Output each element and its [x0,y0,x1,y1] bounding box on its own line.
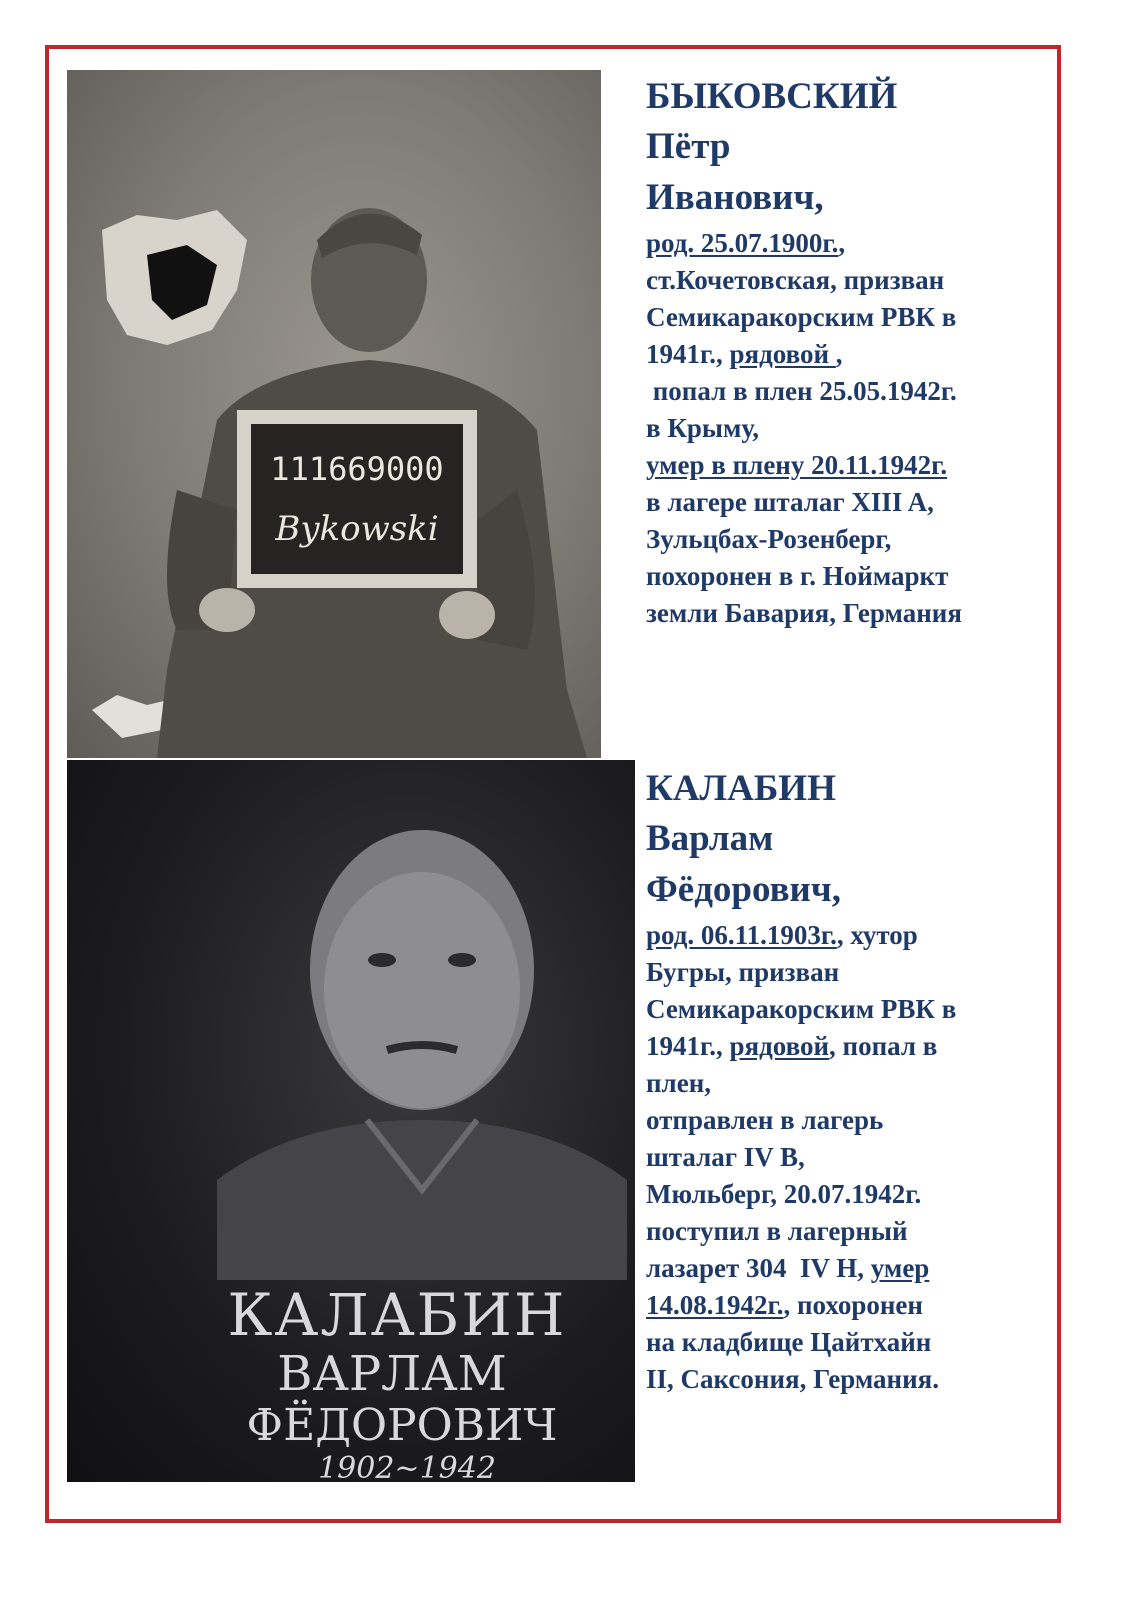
rank: рядовой [729,1031,830,1061]
birth-line [646,917,1056,954]
rank: рядовой [729,339,836,369]
birth-date: род. 25.07.1900г. [646,228,839,258]
slate-name: Bykowski [275,509,439,549]
bio-text [646,225,1056,632]
death-date: 14.08.1942г. [646,1290,784,1320]
rank-prefix: 1941г., [646,1031,730,1061]
bio-line: в лагере шталаг XIII A, [646,487,934,517]
death-prefix: лазарет 304 IV H, [646,1253,871,1283]
birth-date: род. 06.11.1903г. [646,920,837,950]
photo-bykovsky-image [67,70,601,758]
portrait-shirt [217,1120,627,1280]
patronymic: Иванович, [646,177,824,218]
person-right-hand [439,591,495,639]
portrait-face [324,872,520,1108]
rank-line [646,336,1056,373]
rank-prefix: 1941г., [646,339,730,369]
photo-bykovsky [67,70,601,758]
death-line [646,1250,1056,1287]
bio-kalabin [646,764,1056,1398]
bio-line: на кладбище Цайтхайн [646,1327,932,1357]
death-suffix: , похоронен [783,1290,923,1320]
bio-line: Зульцбах-Розенберг, [646,524,892,554]
surname: БЫКОВСКИЙ [646,76,898,117]
death-date: умер в плену 20.11.1942г. [646,450,948,480]
bio-line: Семикаракорским РВК в [646,994,957,1024]
birth-suffix: , хутор [836,920,918,950]
death-line [646,447,1056,484]
rank-suffix: , попал в [829,1031,938,1061]
slate-number: 111669000 [270,450,444,488]
surname: КАЛАБИН [646,768,836,809]
patronymic: Фёдорович, [646,869,841,910]
death-word: умер [870,1253,930,1283]
portrait-right-eye [448,953,476,967]
bio-line: Мюльберг, 20.07.1942г. [646,1179,922,1209]
bio-line: Семикаракорским РВК в [646,302,957,332]
bio-line: похоронен в г. Ноймаркт [646,561,949,591]
bio-line: попал в плен 25.05.1942г. [646,376,957,406]
bio-bykovsky [646,72,1056,632]
bio-line: шталаг IV B, [646,1142,805,1172]
death-date-line [646,1287,1056,1324]
bio-line: в Крыму, [646,413,759,443]
plaque-line-2: ВАРЛАМ [277,1346,507,1402]
bio-line: Бугры, призван [646,957,840,987]
portrait-left-eye [368,953,396,967]
photo-kalabin [67,760,635,1482]
first-name: Пётр [646,126,731,167]
rank-suffix: , [835,339,843,369]
birth-line: род. 25.07.1900г., [646,228,846,258]
bio-line: плен, [646,1068,711,1098]
slate-board [251,424,463,574]
bio-line: земли Бавария, Германия [646,598,962,628]
plaque-line-3: ФЁДОРОВИЧ [246,1400,558,1451]
bio-line: II, Саксония, Германия. [646,1364,939,1394]
bio-line: ст.Кочетовская, призван [646,265,945,295]
bio-line: поступил в лагерный [646,1216,908,1246]
plaque-line-1: КАЛАБИН [227,1281,567,1349]
bio-line: отправлен в лагерь [646,1105,884,1135]
photo-kalabin-image [67,760,635,1482]
rank-line [646,1028,1056,1065]
bio-text [646,917,1056,1398]
plaque-years: 1902~1942 [318,1451,496,1482]
person-left-hand [199,588,255,632]
first-name: Варлам [646,818,774,859]
